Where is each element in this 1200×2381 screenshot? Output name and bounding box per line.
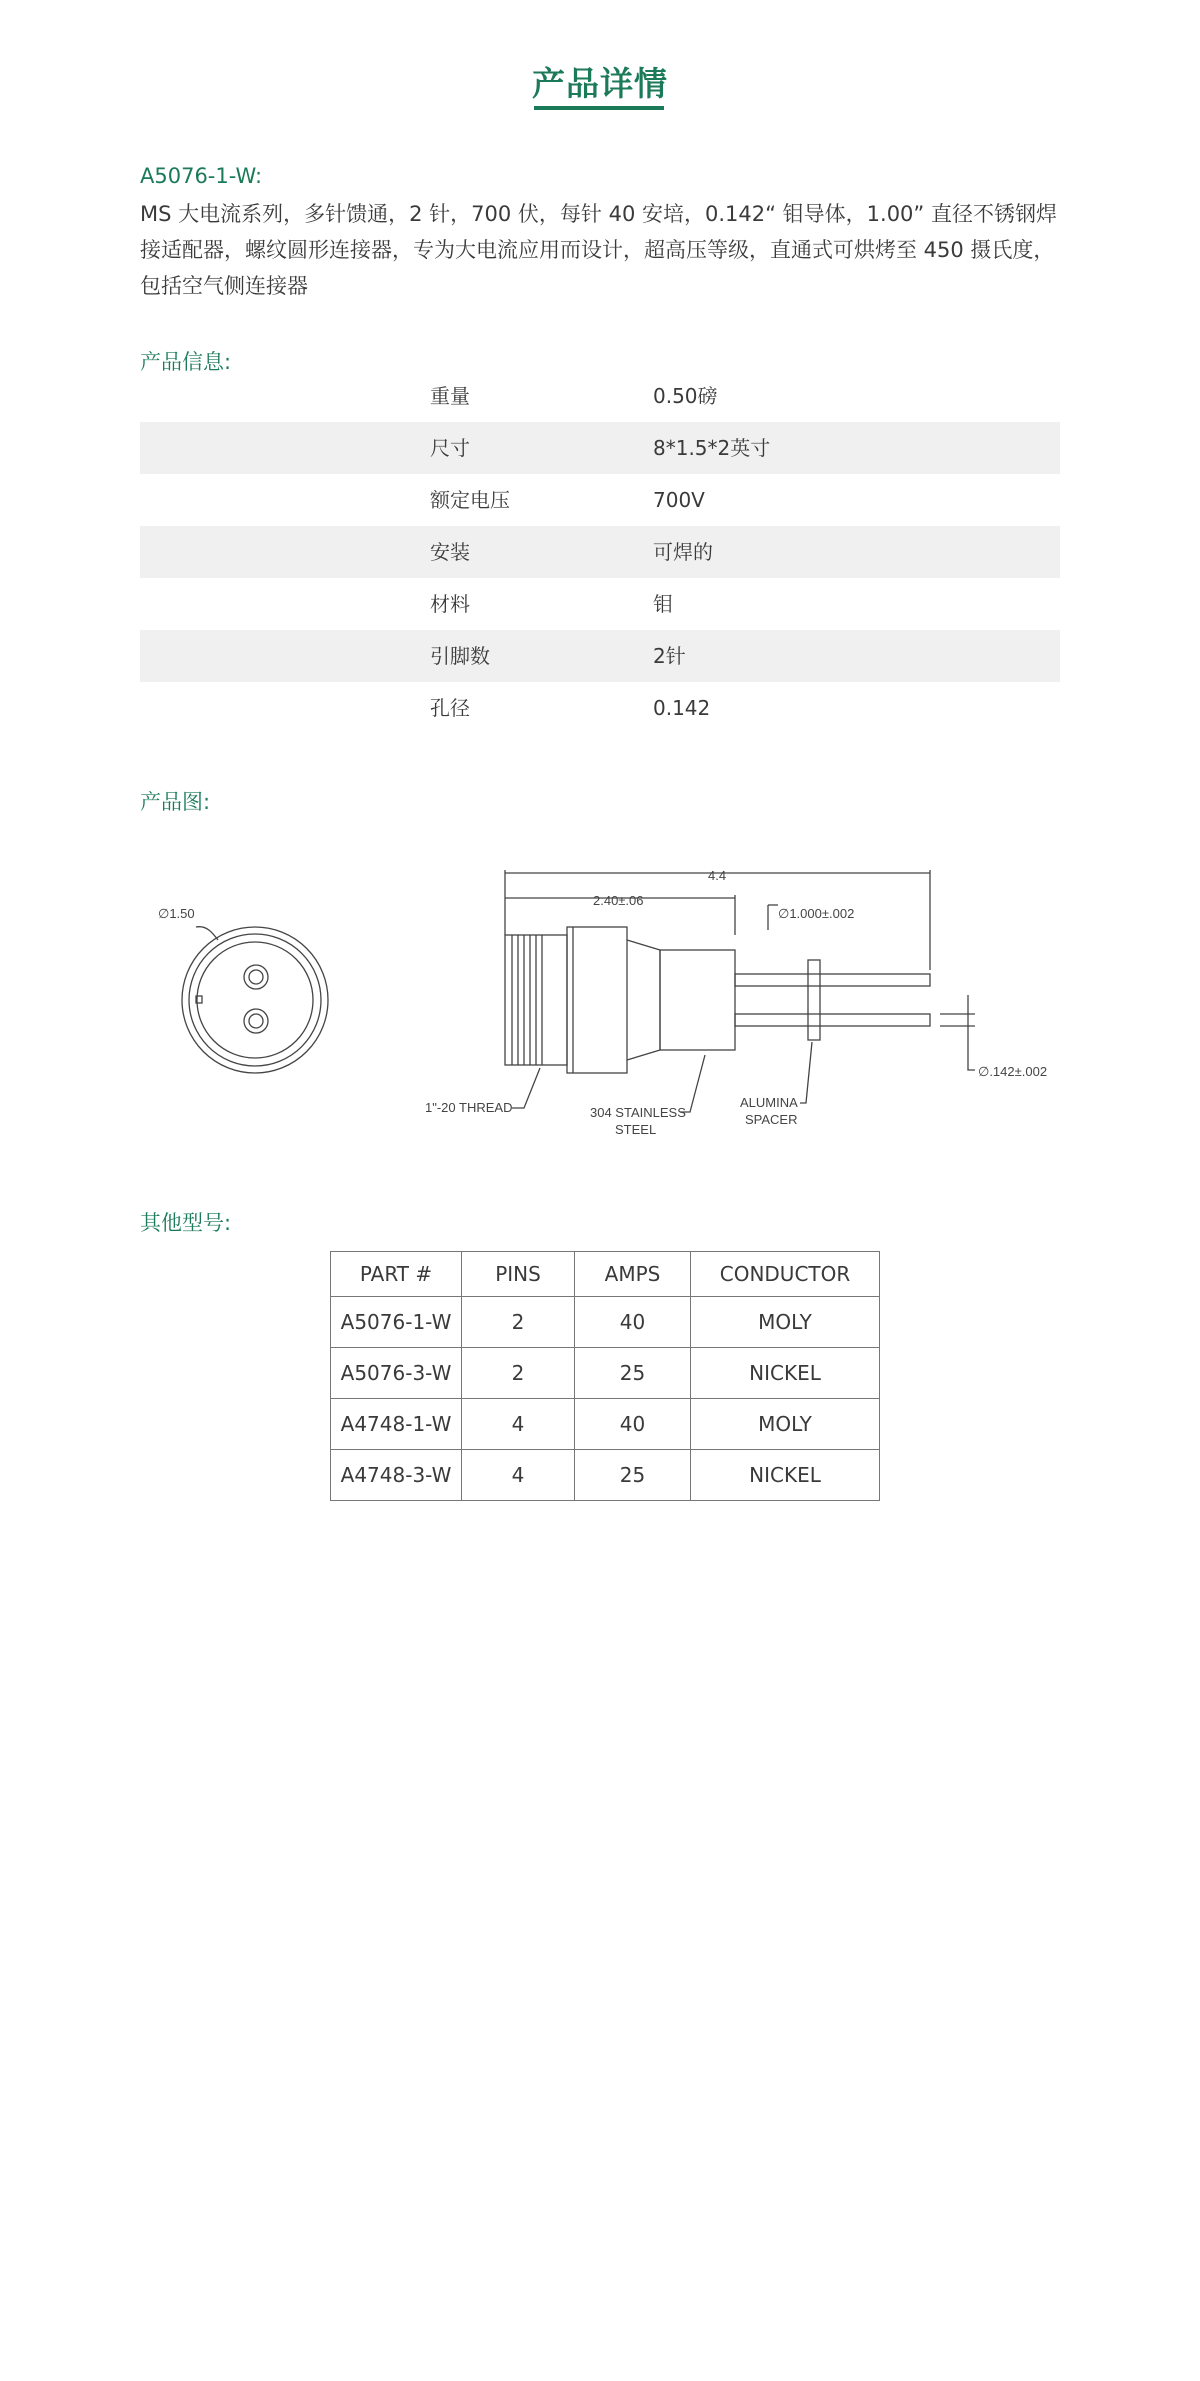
cell-conductor: MOLY	[691, 1399, 880, 1450]
cell-conductor: NICKEL	[691, 1348, 880, 1399]
cell-pins: 2	[462, 1297, 575, 1348]
cell-part: A5076-3-W	[331, 1348, 462, 1399]
cell-pins: 4	[462, 1450, 575, 1501]
header-conductor: CONDUCTOR	[691, 1252, 880, 1297]
table-header-row	[331, 1252, 880, 1297]
description-text: MS 大电流系列，多针馈通，2 针，700 伏，每针 40 安培，0.142“ 钼导体，1.00” 直径不锈钢焊接适配器，螺纹圆形连接器，专为大电流应用而设计，超高压等级，直通式可烘烤至 450 摄氏度，包括空气侧连接器	[140, 202, 1057, 298]
callout-spacer-2: SPACER	[745, 1112, 798, 1127]
cell-amps: 25	[575, 1450, 691, 1501]
cell-part: A4748-3-W	[331, 1450, 462, 1501]
info-row	[140, 526, 1060, 578]
header-pins: PINS	[462, 1252, 575, 1297]
table-row	[331, 1348, 880, 1399]
page-title: 产品详情	[532, 64, 668, 103]
cell-pins: 2	[462, 1348, 575, 1399]
description-label: A5076-1-W:	[140, 164, 263, 188]
info-value: 可焊的	[653, 540, 713, 564]
table-row	[331, 1399, 880, 1450]
info-value: 钼	[653, 592, 673, 616]
info-row	[140, 578, 1060, 630]
info-row	[140, 682, 1060, 734]
table-row	[331, 1450, 880, 1501]
info-value: 0.142	[653, 696, 711, 720]
dim-length: 4.4	[708, 868, 727, 883]
cell-part: A5076-1-W	[331, 1297, 462, 1348]
callout-spacer-1: ALUMINA	[740, 1095, 798, 1110]
info-key: 孔径	[430, 696, 470, 720]
callout-thread: 1"-20 THREAD	[425, 1100, 513, 1115]
models-table	[330, 1251, 880, 1501]
callout-steel-2: STEEL	[615, 1122, 657, 1137]
side-view	[425, 868, 1047, 1137]
product-info-label: 产品信息:	[140, 350, 232, 374]
cell-part: A4748-1-W	[331, 1399, 462, 1450]
info-value: 700V	[653, 488, 705, 512]
dim-body: 2.40±.06	[593, 893, 644, 908]
dim-diameter: ∅1.50	[158, 906, 195, 921]
info-key: 材料	[430, 592, 470, 616]
callout-steel-1: 304 STAINLESS	[590, 1105, 686, 1120]
info-key: 尺寸	[430, 436, 470, 460]
cell-amps: 25	[575, 1348, 691, 1399]
info-key: 引脚数	[430, 644, 490, 668]
info-key: 额定电压	[430, 488, 510, 512]
info-key: 安装	[430, 540, 470, 564]
other-models-label: 其他型号:	[140, 1211, 232, 1235]
info-row	[140, 474, 1060, 526]
cell-conductor: MOLY	[691, 1297, 880, 1348]
cell-amps: 40	[575, 1399, 691, 1450]
header-part: PART #	[331, 1252, 462, 1297]
dim-pin: ∅.142±.002	[978, 1064, 1048, 1079]
info-value: 2针	[653, 644, 686, 668]
product-info-table	[140, 370, 1060, 734]
cell-conductor: NICKEL	[691, 1450, 880, 1501]
info-row	[140, 422, 1060, 474]
info-value: 0.50磅	[653, 384, 718, 408]
title-underline	[534, 106, 664, 110]
drawing-label: 产品图:	[140, 790, 211, 814]
info-value: 8*1.5*2英寸	[653, 436, 771, 460]
cell-pins: 4	[462, 1399, 575, 1450]
technical-drawing	[130, 850, 1070, 1150]
dim-tube: ∅1.000±.002	[778, 906, 855, 921]
end-view	[158, 906, 328, 1073]
info-row	[140, 630, 1060, 682]
header-amps: AMPS	[575, 1252, 691, 1297]
cell-amps: 40	[575, 1297, 691, 1348]
table-row	[331, 1297, 880, 1348]
info-row	[140, 370, 1060, 422]
info-key: 重量	[430, 384, 470, 408]
